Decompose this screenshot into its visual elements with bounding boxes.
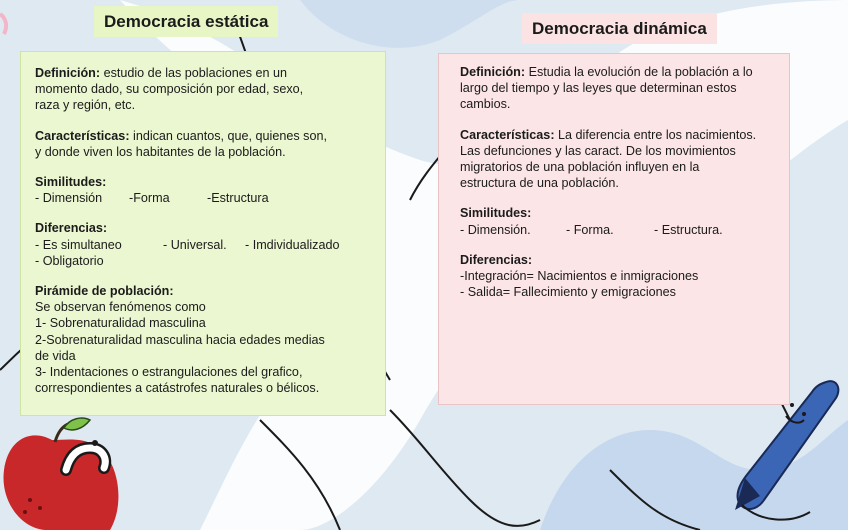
- similarity-item: -Forma: [129, 191, 170, 206]
- similarities-section: [35, 174, 371, 206]
- pyramid-text: 3- Indentaciones o estrangulaciones del grafico,: [35, 365, 303, 380]
- difference-item: - Imdividualizado: [245, 237, 340, 252]
- right-title: Democracia dinámica: [522, 13, 717, 44]
- dynamic-demography-card: [438, 53, 790, 405]
- definition-label: Definición:: [460, 65, 526, 79]
- similarities-label: Similitudes:: [460, 206, 532, 221]
- pyramid-text: correspondientes a catástrofes naturales o bélicos.: [35, 381, 320, 396]
- definition-text: cambios.: [460, 97, 511, 112]
- definition-text: estudio de las poblaciones en un: [100, 66, 288, 80]
- characteristics-section: [35, 128, 371, 160]
- definition-text: momento dado, su composición por edad, sexo,: [35, 82, 304, 97]
- pyramid-section: [35, 283, 371, 396]
- pyramid-label: Pirámide de población:: [35, 284, 174, 299]
- similarities-label: Similitudes:: [35, 175, 107, 190]
- difference-item: - Obligatorio: [35, 253, 104, 268]
- definition-section: [460, 64, 775, 113]
- characteristics-text: La diferencia entre los nacimientos.: [554, 127, 757, 142]
- characteristics-label: Características:: [35, 128, 130, 143]
- similarity-item: - Forma.: [566, 222, 614, 237]
- similarities-section: [460, 205, 775, 237]
- definition-text: Estudia la evolución de la población a lo: [525, 65, 753, 79]
- differences-section: [35, 220, 371, 269]
- similarity-item: - Dimensión: [35, 191, 103, 206]
- characteristics-text: y donde viven los habitantes de la población.: [35, 144, 286, 159]
- definition-section: [35, 65, 371, 114]
- similarity-item: - Dimensión.: [460, 222, 531, 237]
- definition-text: largo del tiempo y las leyes que determinan estos: [460, 81, 737, 96]
- pyramid-text: de vida: [35, 348, 76, 363]
- characteristics-label: Características:: [460, 127, 555, 142]
- characteristics-section: [460, 127, 775, 192]
- difference-item: - Es simultaneo: [35, 237, 122, 252]
- characteristics-text: Las defunciones y las caract. De los movimientos: [460, 143, 736, 158]
- pyramid-text: 1- Sobrenaturalidad masculina: [35, 316, 206, 331]
- pyramid-text: Se observan fenómenos como: [35, 300, 206, 315]
- similarity-item: -Estructura: [207, 191, 269, 206]
- similarity-item: - Estructura.: [654, 222, 723, 237]
- difference-item: - Salida= Fallecimiento y emigraciones: [460, 285, 676, 300]
- characteristics-text: estructura de una población.: [460, 176, 619, 191]
- definition-text: raza y región, etc.: [35, 98, 136, 113]
- static-demography-card: [20, 51, 386, 416]
- characteristics-text: migratorios de una población influyen en la: [460, 160, 700, 175]
- differences-label: Diferencias:: [35, 221, 108, 236]
- difference-item: - Universal.: [163, 237, 227, 252]
- differences-label: Diferencias:: [460, 252, 533, 267]
- difference-item: -Integración= Nacimientos e inmigraciones: [460, 269, 699, 284]
- differences-section: [460, 252, 775, 301]
- definition-label: Definición:: [35, 66, 101, 80]
- characteristics-text: indican cuantos, que, quienes son,: [129, 128, 327, 143]
- left-title: Democracia estática: [94, 6, 278, 37]
- pyramid-text: 2-Sobrenaturalidad masculina hacia edades medias: [35, 332, 325, 347]
